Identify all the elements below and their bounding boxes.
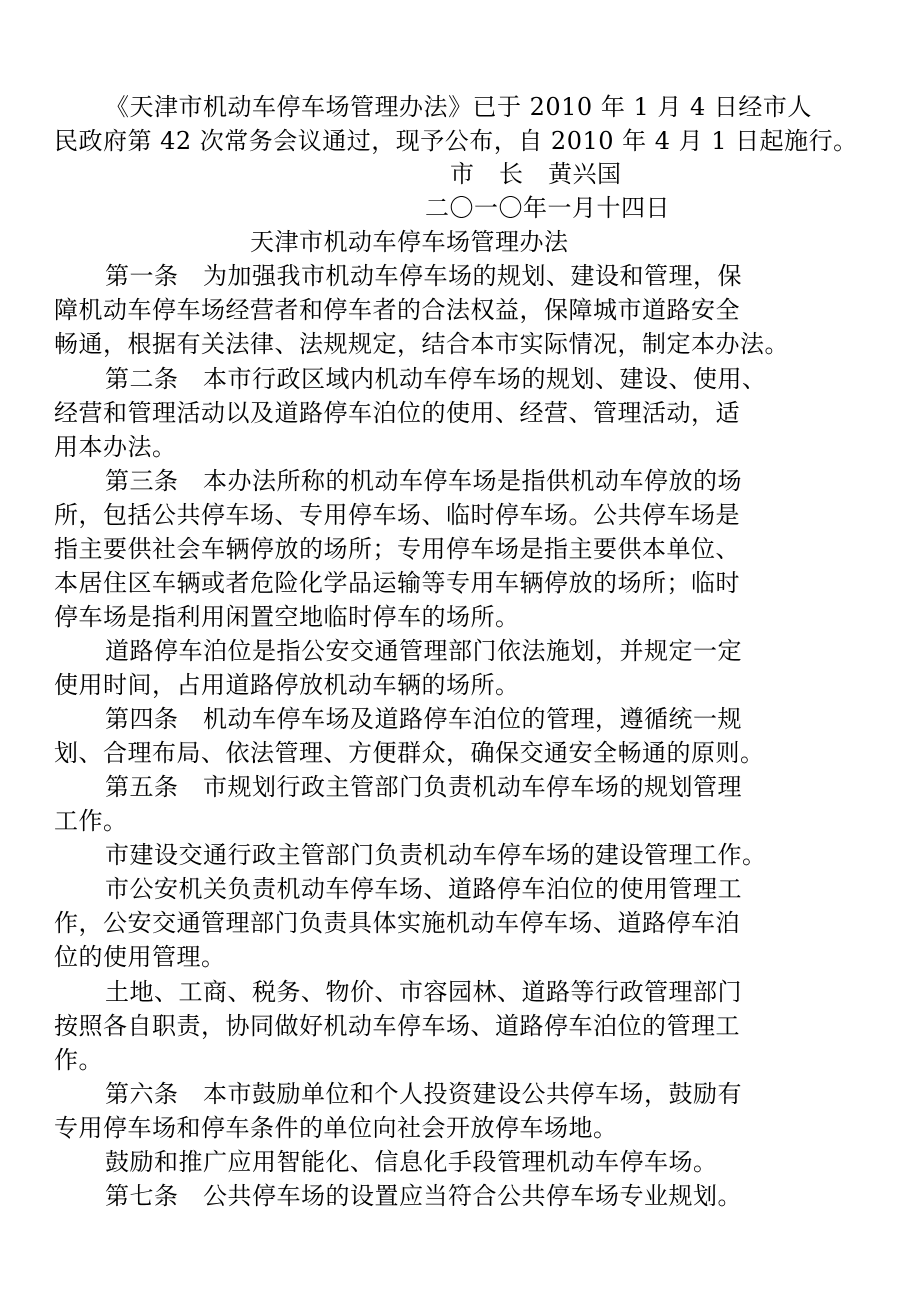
- article-6-line-1: 第六条 本市鼓励单位和个人投资建设公共停车场，鼓励有: [105, 1080, 742, 1108]
- article-5-para-3-line-1: 市公安机关负责机动车停车场、道路停车泊位的使用管理工: [105, 875, 742, 903]
- article-2-line-1: 第二条 本市行政区域内机动车停车场的规划、建设、使用、: [105, 365, 767, 393]
- article-3-para-2-line-1: 道路停车泊位是指公安交通管理部门依法施划，并规定一定: [105, 637, 742, 665]
- article-2-line-2: 经营和管理活动以及道路停车泊位的使用、经营、管理活动，适: [54, 399, 740, 427]
- article-7-line-1: 第七条 公共停车场的设置应当符合公共停车场专业规划。: [105, 1182, 742, 1210]
- article-5-para-4-line-2: 按照各自职责，协同做好机动车停车场、道路停车泊位的管理工: [54, 1012, 740, 1040]
- article-5-line-2: 工作。: [54, 807, 128, 835]
- article-6-line-2: 专用停车场和停车条件的单位向社会开放停车场地。: [54, 1114, 618, 1142]
- article-4-line-1: 第四条 机动车停车场及道路停车泊位的管理，遵循统一规: [105, 705, 742, 733]
- article-5-para-4-line-3: 作。: [54, 1046, 103, 1074]
- article-1-line-3: 畅通，根据有关法律、法规规定，结合本市实际情况，制定本办法。: [54, 330, 789, 358]
- article-1-line-1: 第一条 为加强我市机动车停车场的规划、建设和管理，保: [105, 262, 742, 290]
- article-6-para-2: 鼓励和推广应用智能化、信息化手段管理机动车停车场。: [105, 1148, 718, 1176]
- article-5-para-3-line-2: 作，公安交通管理部门负责具体实施机动车停车场、道路停车泊: [54, 909, 740, 937]
- article-3-line-5: 停车场是指利用闲置空地临时停车的场所。: [54, 603, 520, 631]
- article-5-para-3-line-3: 位的使用管理。: [54, 943, 226, 971]
- article-5-para-4-line-1: 土地、工商、税务、物价、市容园林、道路等行政管理部门: [105, 978, 742, 1006]
- article-1-line-2: 障机动车停车场经营者和停车者的合法权益，保障城市道路安全: [54, 296, 740, 324]
- signing-date: 二〇一〇年一月十四日: [425, 194, 670, 222]
- article-3-line-3: 指主要供社会车辆停放的场所；专用停车场是指主要供本单位、: [54, 535, 740, 563]
- article-3-para-2-line-2: 使用时间，占用道路停放机动车辆的场所。: [54, 671, 520, 699]
- announcement-line-1: 《天津市机动车停车场管理办法》已于 2010 年 1 月 4 日经市人: [105, 93, 812, 121]
- document-title: 天津市机动车停车场管理办法: [250, 228, 569, 256]
- article-3-line-2: 所，包括公共停车场、专用停车场、临时停车场。公共停车场是: [54, 501, 740, 529]
- article-4-line-2: 划、合理布局、依法管理、方便群众，确保交通安全畅通的原则。: [54, 739, 765, 767]
- announcement-line-2: 民政府第 42 次常务会议通过，现予公布，自 2010 年 4 月 1 日起施行。: [54, 127, 858, 155]
- article-5-para-2: 市建设交通行政主管部门负责机动车停车场的建设管理工作。: [105, 841, 767, 869]
- article-3-line-4: 本居住区车辆或者危险化学品运输等专用车辆停放的场所；临时: [54, 569, 740, 597]
- mayor-signature: 市 长 黄兴国: [450, 160, 622, 188]
- article-5-line-1: 第五条 市规划行政主管部门负责机动车停车场的规划管理: [105, 773, 742, 801]
- article-3-line-1: 第三条 本办法所称的机动车停车场是指供机动车停放的场: [105, 467, 742, 495]
- article-2-line-3: 用本办法。: [54, 433, 177, 461]
